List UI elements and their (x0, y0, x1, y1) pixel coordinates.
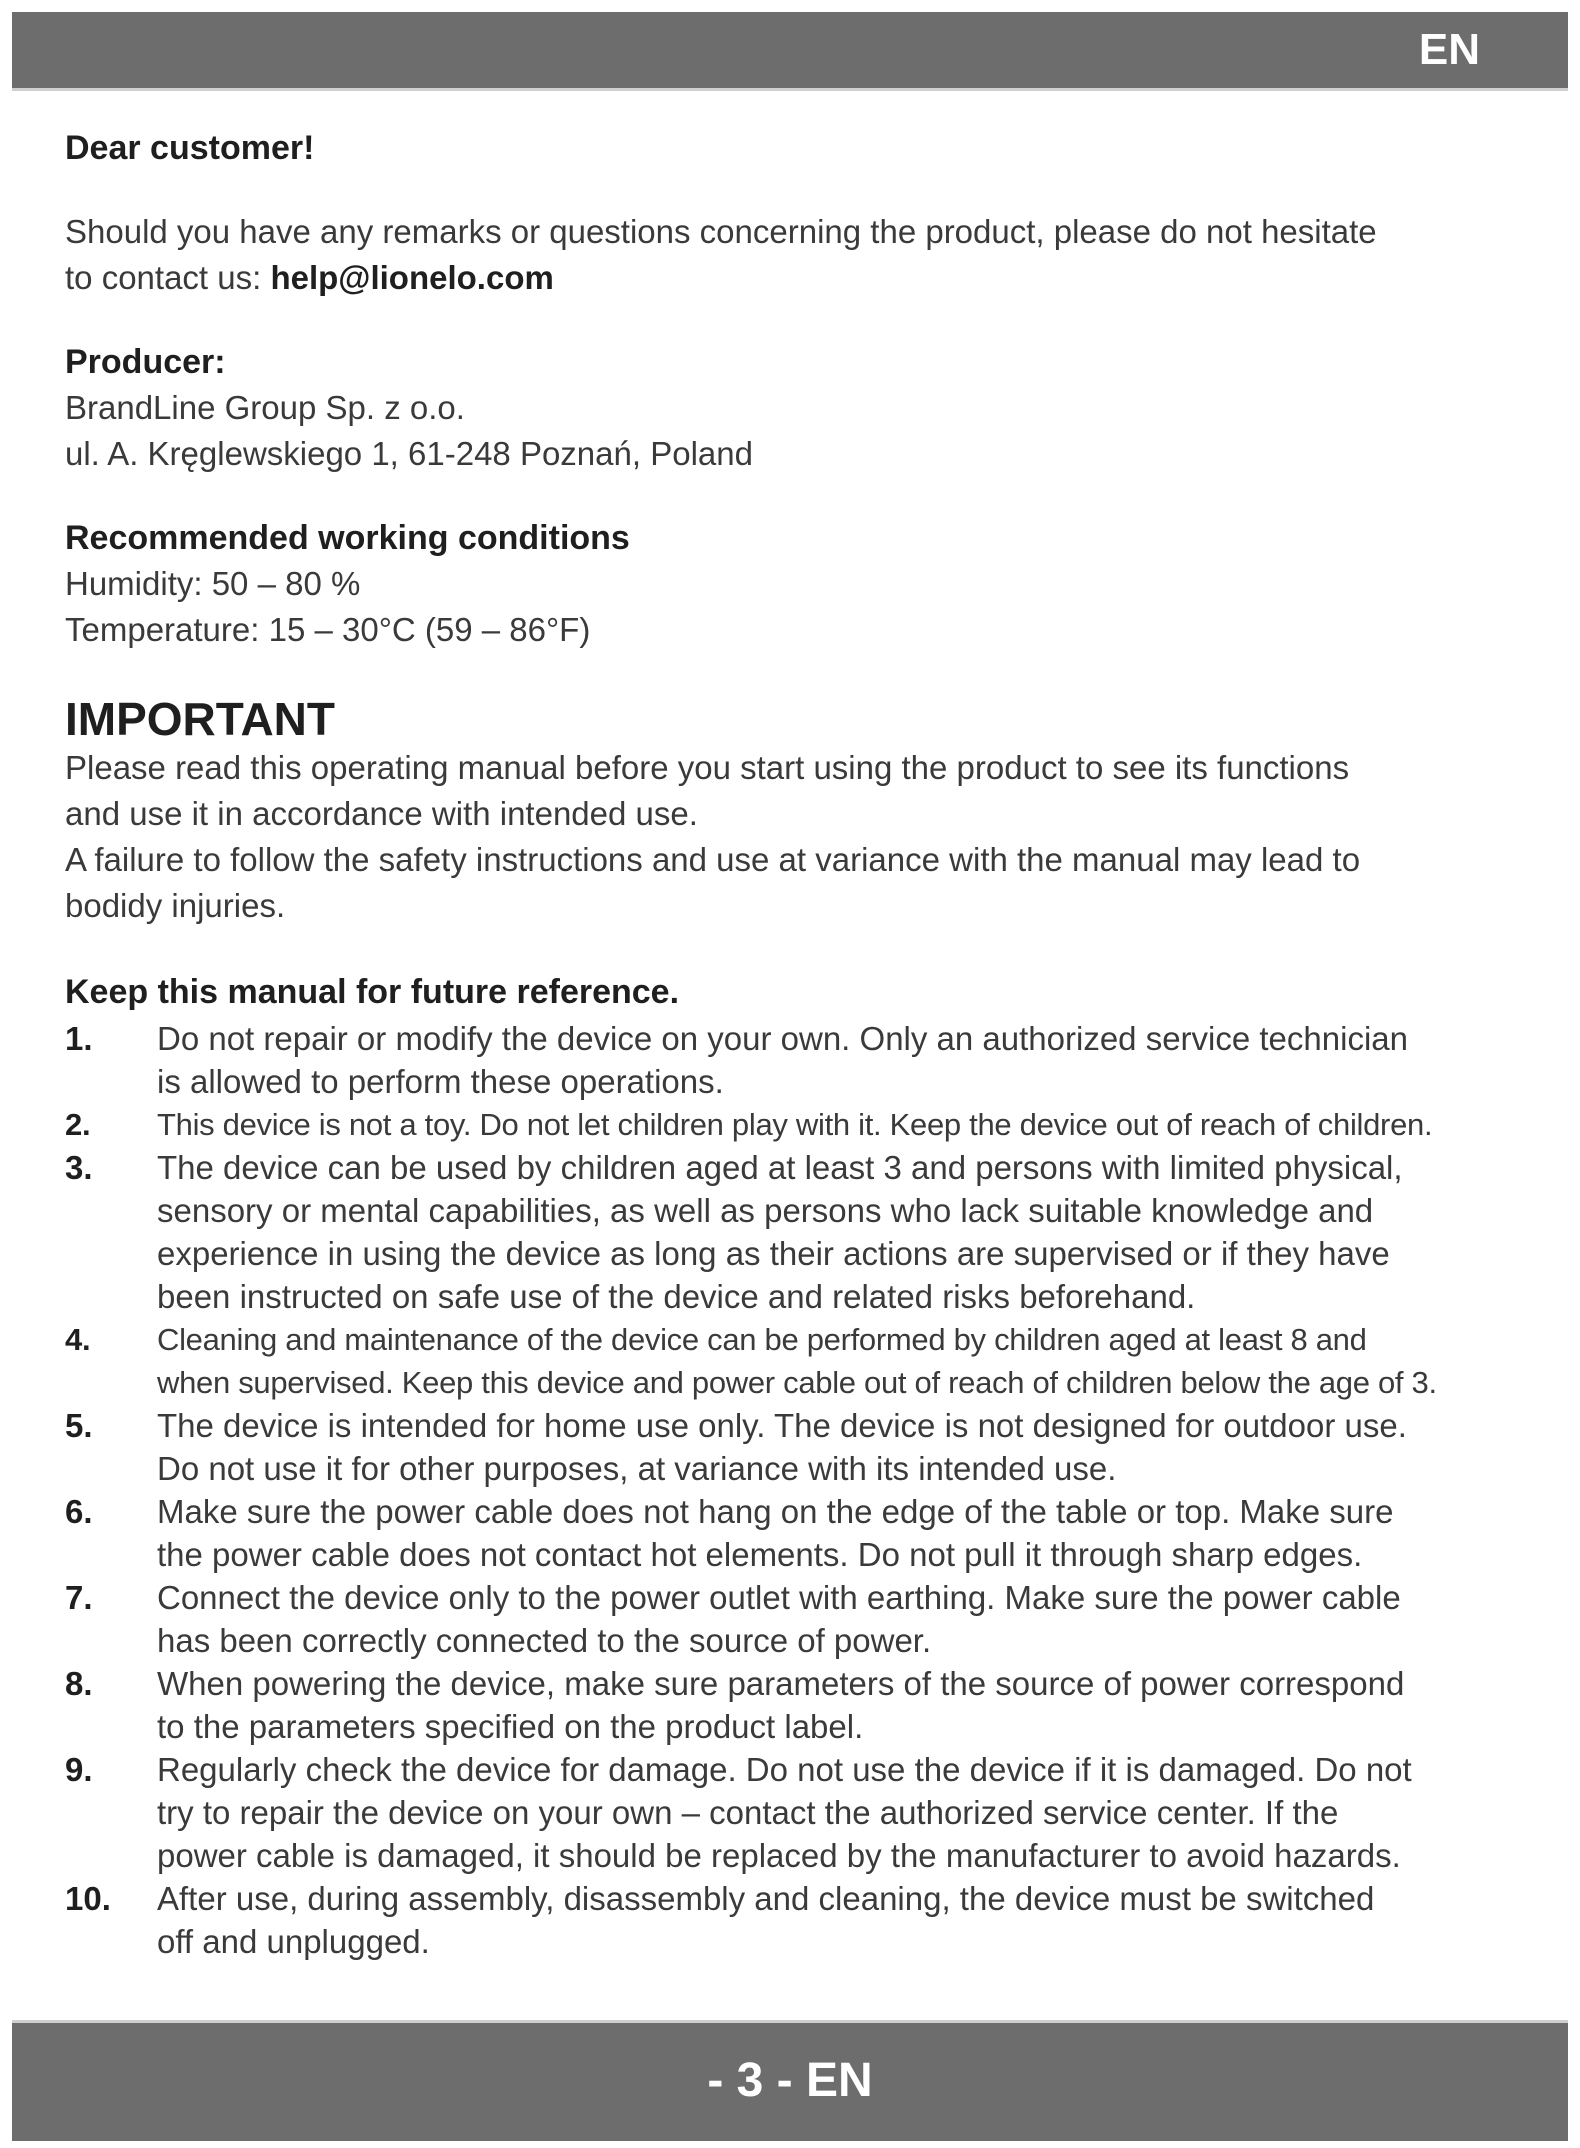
list-item (65, 1146, 1565, 1318)
item-text-line: Cleaning and maintenance of the device can be performed by children aged at least 8 and (157, 1322, 1367, 1357)
list-item (65, 1017, 1565, 1103)
contact-prefix: to contact us: (65, 259, 271, 296)
list-item (65, 1404, 1565, 1490)
item-text-line: has been correctly connected to the source of power. (157, 1622, 932, 1659)
item-text-line: is allowed to perform these operations. (157, 1063, 724, 1100)
item-text-line: Regularly check the device for damage. Do not use the device if it is damaged. Do not (157, 1751, 1412, 1788)
footer-bar (12, 2020, 1568, 2141)
item-text-line: the power cable does not contact hot elements. Do not pull it through sharp edges. (157, 1536, 1363, 1573)
important-line-4: bodidy injuries. (65, 887, 286, 924)
safety-instructions-list (65, 1017, 1565, 1963)
item-number: 1. (65, 1020, 93, 1057)
producer-heading: Producer: (65, 343, 226, 381)
contact-email-link[interactable]: help@lionelo.com (270, 259, 554, 296)
item-number: 4. (65, 1322, 91, 1357)
item-text-line: When powering the device, make sure parameters of the source of power correspond (157, 1665, 1405, 1702)
conditions-heading: Recommended working conditions (65, 519, 630, 557)
item-number: 7. (65, 1579, 93, 1616)
item-text-line: sensory or mental capabilities, as well as persons who lack suitable knowledge and (157, 1192, 1374, 1229)
important-line-3: A failure to follow the safety instructions and use at variance with the manual may lead to (65, 841, 1361, 878)
list-item (65, 1490, 1565, 1576)
humidity-text: Humidity: 50 – 80 % (65, 565, 361, 602)
important-line-1: Please read this operating manual before you start using the product to see its functions (65, 749, 1350, 786)
item-text-line: to the parameters specified on the product label. (157, 1708, 864, 1745)
item-text-line: This device is not a toy. Do not let children play with it. Keep the device out of reach of children. (157, 1107, 1433, 1142)
item-text-line: Make sure the power cable does not hang on the edge of the table or top. Make sure (157, 1493, 1394, 1530)
important-heading: IMPORTANT (65, 693, 336, 745)
item-text-line: experience in using the device as long as their actions are supervised or if they have (157, 1235, 1390, 1272)
item-text-line: power cable is damaged, it should be replaced by the manufacturer to avoid hazards. (157, 1837, 1401, 1874)
list-item (65, 1662, 1565, 1748)
language-label: EN (1418, 25, 1480, 74)
header-bar (12, 12, 1568, 91)
item-text-line: try to repair the device on your own – contact the authorized service center. If the (157, 1794, 1339, 1831)
manual-content (65, 125, 1565, 1963)
item-text-line: been instructed on safe use of the device and related risks beforehand. (157, 1278, 1196, 1315)
item-number: 2. (65, 1107, 91, 1142)
item-text-line: Do not use it for other purposes, at variance with its intended use. (157, 1450, 1117, 1487)
item-number: 9. (65, 1751, 93, 1788)
producer-name: BrandLine Group Sp. z o.o. (65, 389, 465, 426)
list-item (65, 1877, 1565, 1963)
list-item (65, 1576, 1565, 1662)
important-line-2: and use it in accordance with intended use. (65, 795, 698, 832)
item-number: 6. (65, 1493, 93, 1530)
keep-manual-heading: Keep this manual for future reference. (65, 973, 680, 1011)
item-number: 3. (65, 1149, 93, 1186)
list-item (65, 1318, 1565, 1404)
item-text-line: off and unplugged. (157, 1923, 430, 1960)
contact-line-2 (65, 255, 1565, 301)
list-item (65, 1103, 1565, 1146)
item-text-line: Connect the device only to the power outlet with earthing. Make sure the power cable (157, 1579, 1401, 1616)
producer-address: ul. A. Kręglewskiego 1, 61-248 Poznań, Poland (65, 435, 753, 472)
greeting-heading: Dear customer! (65, 129, 315, 167)
contact-line-1: Should you have any remarks or questions concerning the product, please do not hesitate (65, 213, 1377, 250)
item-text-line: After use, during assembly, disassembly and cleaning, the device must be switched (157, 1880, 1375, 1917)
page-number: - 3 - EN (707, 2054, 873, 2107)
list-item (65, 1748, 1565, 1877)
item-text-line: The device is intended for home use only. The device is not designed for outdoor use. (157, 1407, 1407, 1444)
item-text-line: Do not repair or modify the device on your own. Only an authorized service technician (157, 1020, 1408, 1057)
item-text-line: when supervised. Keep this device and power cable out of reach of children below the age of 3. (157, 1365, 1437, 1400)
item-number: 5. (65, 1407, 93, 1444)
item-number: 8. (65, 1665, 93, 1702)
item-number: 10. (65, 1880, 111, 1917)
temperature-text: Temperature: 15 – 30°C (59 – 86°F) (65, 611, 591, 648)
item-text-line: The device can be used by children aged at least 3 and persons with limited physical, (157, 1149, 1403, 1186)
